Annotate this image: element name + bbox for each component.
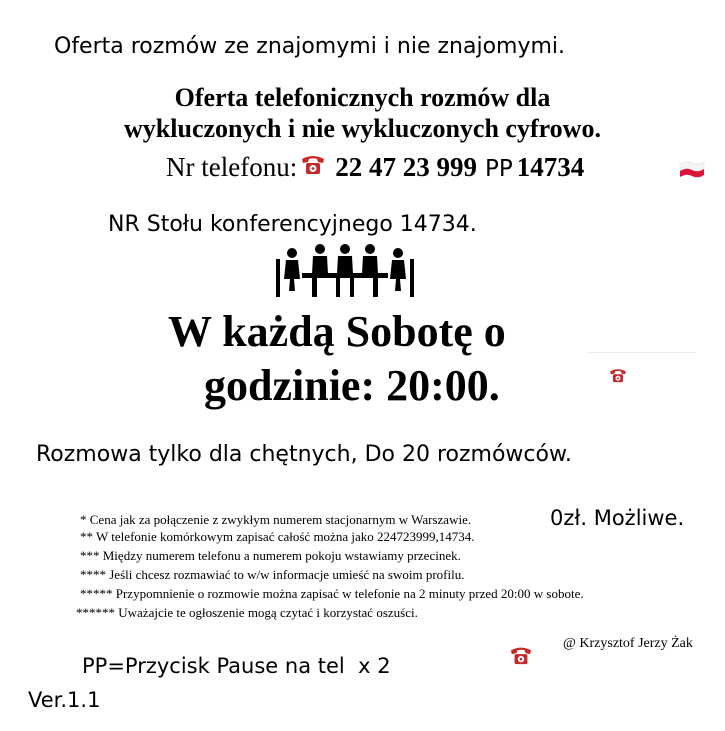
telephone-icon <box>299 152 327 176</box>
conference-table-icon <box>276 241 414 297</box>
author-credit: @ Krzysztof Jerzy Żak <box>563 636 693 651</box>
conference-room-text: NR Stołu konferencyjnego 14734. <box>108 212 477 237</box>
schedule-line1: W każdą Sobotę o <box>168 307 506 356</box>
divider <box>586 352 696 353</box>
offer-subtitle <box>0 82 725 144</box>
phone-number: 22 47 23 999 <box>335 152 477 182</box>
offer-headline: Oferta rozmów ze znajomymi i nie znajomymi. <box>54 34 566 59</box>
note-3: *** Między numerem telefonu a numerem pokoju wstawiamy przecinek. <box>80 548 461 563</box>
version-label: Ver.1.1 <box>28 688 101 712</box>
extension-number: 14734 <box>516 152 585 182</box>
phone-label: Nr telefonu: <box>166 152 298 182</box>
pp-marker: PP <box>484 156 513 182</box>
telephone-icon <box>508 644 534 666</box>
price-text: 0zł. Możliwe. <box>550 506 685 530</box>
note-5: ***** Przypomnienie o rozmowie można zapisać w telefonie na 2 minuty przed 20:00 w sobote. <box>80 586 584 601</box>
note-1: * Cena jak za połączenie z zwykłym numerem stacjonarnym w Warszawie. <box>80 512 472 527</box>
poland-flag-icon <box>678 160 706 178</box>
note-2: ** W telefonie komórkowym zapisać całość można jako 224723999,14734. <box>80 529 475 544</box>
offer-subtitle-line2: wykluczonych i nie wykluczonych cyfrowo. <box>124 114 601 143</box>
note-6: ****** Uważajcie te ogłoszenie mogą czytać i korzystać oszuści. <box>76 605 418 620</box>
phone-line <box>166 152 584 183</box>
participants-info: Rozmowa tylko dla chętnych, Do 20 rozmówców. <box>36 442 572 467</box>
offer-subtitle-line1: Oferta telefonicznych rozmów dla <box>174 83 551 112</box>
pp-explanation: PP=Przycisk Pause na tel x 2 <box>82 654 391 678</box>
note-4: **** Jeśli chcesz rozmawiać to w/w informacje umieść na swoim profilu. <box>80 567 465 582</box>
schedule-line2: godzinie: 20:00. <box>204 361 500 410</box>
telephone-icon <box>608 366 628 384</box>
